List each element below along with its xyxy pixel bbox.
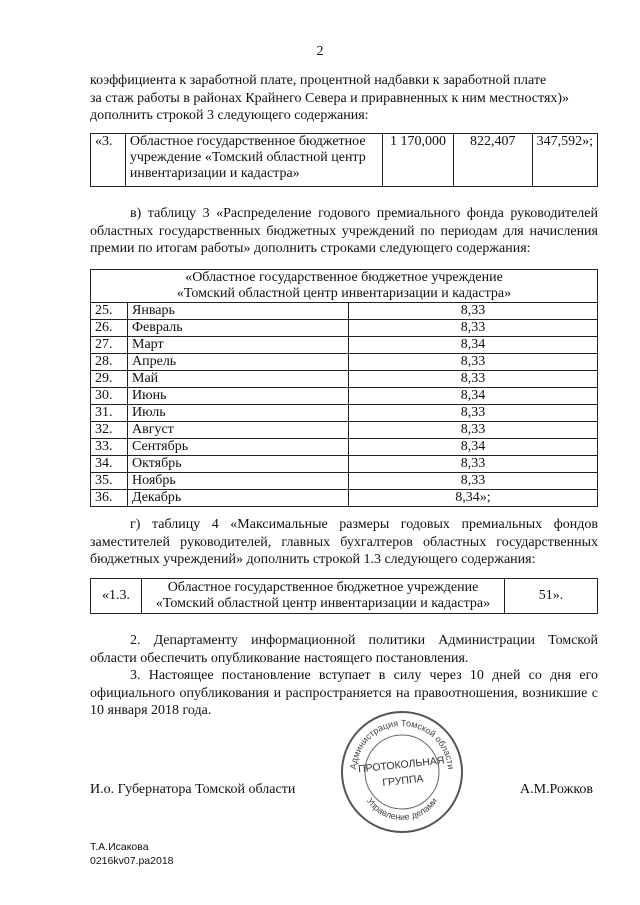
month: Октябрь <box>128 456 349 473</box>
item-2-text: 2. Департаменту информационной политики Администрации Томской области обеспечить опубликование настоящего постановления. <box>90 633 598 666</box>
value-cell: 8,33 <box>349 320 598 337</box>
protocol-stamp <box>338 708 466 836</box>
value-cell: 1 170,000 <box>383 134 454 187</box>
month: Август <box>128 422 349 439</box>
table-row <box>91 439 598 456</box>
table-header <box>91 270 598 303</box>
paragraph-g-text: г) таблицу 4 «Максимальные размеры годовых премиальных фондов заместителей руководителей, главных бухгалтеров областных государственных бюджетных учреждений» дополнить строкой 1.3 следующего содержания: <box>90 517 598 567</box>
value-cell: 8,33 <box>349 405 598 422</box>
paragraph-v <box>90 205 598 258</box>
header-line: «Томский областной центр инвентаризации и кадастра» <box>176 286 512 301</box>
stamp-center-line1: ПРОТОКОЛЬНАЯ <box>357 754 445 776</box>
stamp-ring-bottom-text: Управление делами <box>364 795 440 823</box>
row-number: 34. <box>91 456 128 473</box>
paragraph-g <box>90 516 598 569</box>
page-number: 2 <box>316 44 324 59</box>
paragraph-v-text: в) таблицу 3 «Распределение годового премиального фонда руководителей областных государственных бюджетных учреждений по периодам для начисления премии по итогам работы» дополнить строками следующего содержания: <box>90 206 598 256</box>
footer-author: Т.А.Исакова <box>90 841 149 853</box>
value-cell: 8,33 <box>349 371 598 388</box>
table-row <box>91 303 598 320</box>
signature-name: А.М.Рожков <box>520 782 594 797</box>
month: Апрель <box>128 354 349 371</box>
row-number: 35. <box>91 473 128 490</box>
row-number: 29. <box>91 371 128 388</box>
value-cell: 8,34 <box>349 439 598 456</box>
table-row <box>91 354 598 371</box>
institution-line: «Томский областной центр инвентаризации и кадастра» <box>155 596 491 611</box>
row-number: «3. <box>91 134 126 187</box>
item-3-text: 3. Настоящее постановление вступает в силу через 10 дней со дня его официального опубликования и распространяется на правоотношения, возникшие с 10 января 2018 года. <box>90 668 598 718</box>
footer-code: 0216kv07.ра2018 <box>90 855 174 867</box>
row-number: 28. <box>91 354 128 371</box>
row-number: 27. <box>91 337 128 354</box>
intro-line: коэффициента к заработной плате, процентной надбавки к заработной плате <box>90 73 547 88</box>
stamp-ring-top-text: Администрация Томской области <box>348 717 456 770</box>
intro-line: дополнить строкой 3 следующего содержания: <box>90 108 369 123</box>
value-cell: 8,33 <box>349 303 598 320</box>
value-cell: 347,592»; <box>532 134 597 187</box>
month: Январь <box>128 303 349 320</box>
table-row <box>91 388 598 405</box>
stamp-center-line2: ГРУППА <box>381 772 425 790</box>
value-cell: 8,34»; <box>349 490 598 507</box>
value-cell: 8,34 <box>349 388 598 405</box>
table-payroll-row <box>90 133 598 187</box>
table-row <box>91 337 598 354</box>
row-number: 36. <box>91 490 128 507</box>
month: Сентябрь <box>128 439 349 456</box>
table-row <box>91 405 598 422</box>
table-row <box>91 320 598 337</box>
row-number: 33. <box>91 439 128 456</box>
intro-line: за стаж работы в районах Крайнего Севера и приравненных к ним местностях)» <box>90 90 570 106</box>
table-header-row <box>91 270 598 303</box>
item-2 <box>90 632 598 667</box>
table-row <box>91 371 598 388</box>
table-row <box>91 422 598 439</box>
table-premium-distribution <box>90 269 598 507</box>
month: Июль <box>128 405 349 422</box>
value-cell: 8,33 <box>349 422 598 439</box>
month: Март <box>128 337 349 354</box>
table-max-fund-row <box>90 578 598 614</box>
value-cell: 8,33 <box>349 354 598 371</box>
value-cell: 51». <box>505 579 598 614</box>
row-number: 26. <box>91 320 128 337</box>
month: Февраль <box>128 320 349 337</box>
month: Май <box>128 371 349 388</box>
row-number: «1.3. <box>91 579 142 614</box>
value-cell: 822,407 <box>453 134 532 187</box>
value-cell: 8,34 <box>349 337 598 354</box>
intro-paragraph <box>90 72 598 125</box>
row-number: 31. <box>91 405 128 422</box>
header-line: «Областное государственное бюджетное учреждение <box>185 270 503 285</box>
row-number: 25. <box>91 303 128 320</box>
value-cell: 8,33 <box>349 456 598 473</box>
institution-name: Областное государственное бюджетное учреждение «Томский областной центр инвентаризации и кадастра» <box>125 134 382 187</box>
month: Декабрь <box>128 490 349 507</box>
institution-name <box>142 579 505 614</box>
table-row <box>91 473 598 490</box>
row-number: 30. <box>91 388 128 405</box>
signature-position: И.о. Губернатора Томской области <box>90 782 296 797</box>
row-number: 32. <box>91 422 128 439</box>
table-row <box>91 456 598 473</box>
table-row <box>91 134 598 187</box>
value-cell: 8,33 <box>349 473 598 490</box>
month: Ноябрь <box>128 473 349 490</box>
table-row <box>91 579 598 614</box>
table-row <box>91 490 598 507</box>
month: Июнь <box>128 388 349 405</box>
institution-line: Областное государственное бюджетное учреждение <box>167 580 479 595</box>
